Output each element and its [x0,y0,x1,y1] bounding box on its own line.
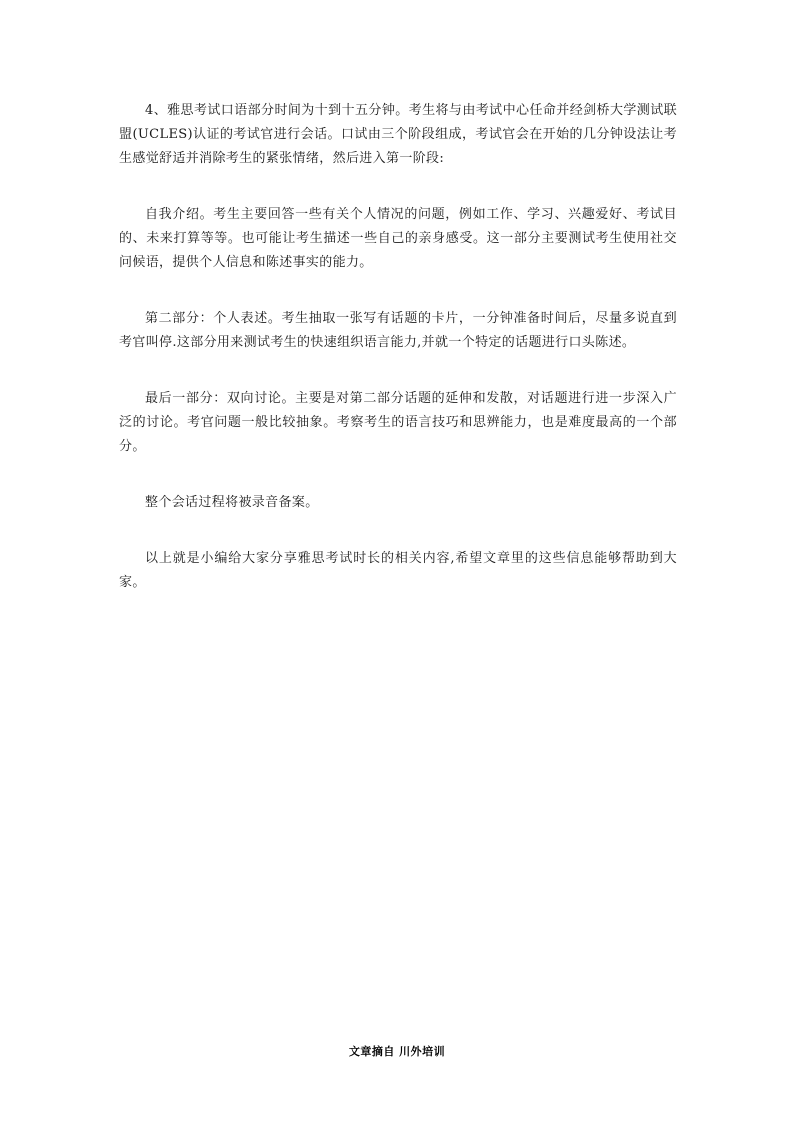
paragraph-part-two: 第二部分：个人表述。考生抽取一张写有话题的卡片，一分钟准备时间后，尽量多说直到考官叫停.这部分用来测试考生的快速组织语言能力,并就一个特定的话题进行口头陈述。 [119,311,677,350]
paragraph-recording: 整个会话过程将被录音备案。 [145,495,319,510]
paragraph-self-introduction: 自我介绍。考生主要回答一些有关个人情况的问题，例如工作、学习、兴趣爱好、考试目的、未来打算等等。也可能让考生描述一些自己的亲身感受。这一部分主要测试考生使用社交问候语，提供个人信息和陈述事实的能力。 [119,207,677,270]
paragraph-final-part: 最后一部分：双向讨论。主要是对第二部分话题的延伸和发散，对话题进行进一步深入广泛的讨论。考官问题一般比较抽象。考察考生的语言技巧和思辨能力，也是难度最高的一个部分。 [119,391,677,454]
page-footer: 文章摘自 川外培训 [348,1045,446,1058]
paragraph-conclusion: 以上就是小编给大家分享雅思考试时长的相关内容,希望文章里的这些信息能够帮助到大家。 [119,551,677,590]
document-body [119,99,677,595]
paragraph-speaking-time: 4、雅思考试口语部分时间为十到十五分钟。考生将与由考试中心任命并经剑桥大学测试联盟(UCLES)认证的考试官进行会话。口试由三个阶段组成，考试官会在开始的几分钟设法让考生感觉舒适并消除考生的紧张情绪，然后进入第一阶段: [119,103,677,166]
